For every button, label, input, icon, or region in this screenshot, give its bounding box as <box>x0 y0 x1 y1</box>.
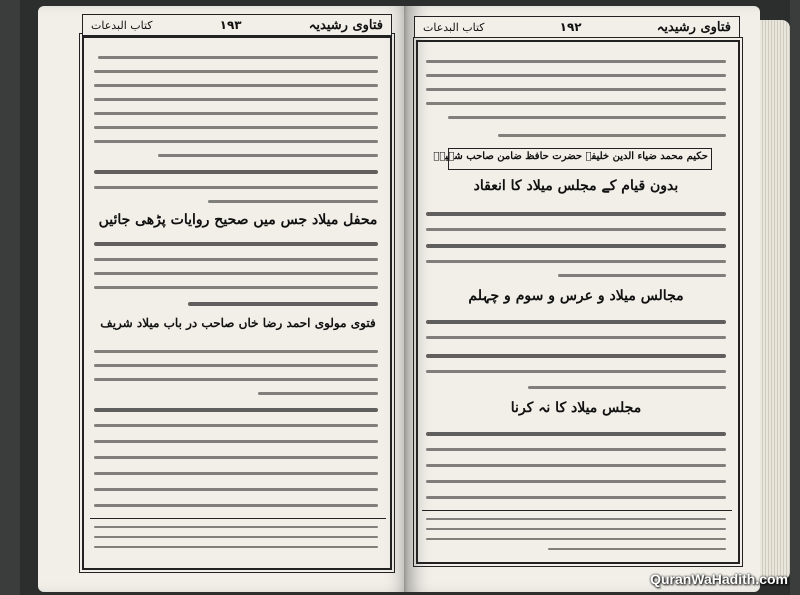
left-section-label: کتاب البدعات <box>91 18 153 32</box>
right-page-number: ۱۹۲ <box>559 20 582 34</box>
right-header-title: فتاوی رشیدیہ <box>656 19 731 35</box>
left-heading-2: فتوی مولوی احمد رضا خاں صاحب در باب میلاد شریف <box>100 316 376 330</box>
page-edges <box>760 20 790 580</box>
right-heading-1: بدون قیام کے مجلس میلاد کا انعقاد <box>473 178 679 194</box>
left-header-title: فتاوی رشیدیہ <box>308 17 383 33</box>
left-page-number: ۱۹۳ <box>219 18 242 32</box>
right-heading-2: مجالس میلاد و عرس و سوم و چہلم <box>468 288 684 304</box>
right-page-header <box>414 16 740 38</box>
left-page <box>38 6 408 592</box>
right-boxed-note-text: حکیم محمد ضیاء الدین خلیفہ حضرت حافظ ضامن صاحب شہیدؒ <box>433 151 708 162</box>
right-heading-3: مجلس میلاد کا نہ کرنا <box>510 400 642 416</box>
left-page-header <box>82 14 392 36</box>
left-heading-1: محفل میلاد جس میں صحیح روایات پڑھی جائیں <box>98 212 378 228</box>
watermark: QuranWaHadith.com <box>650 571 788 587</box>
right-section-label: کتاب البدعات <box>423 20 485 34</box>
right-page <box>408 6 760 592</box>
